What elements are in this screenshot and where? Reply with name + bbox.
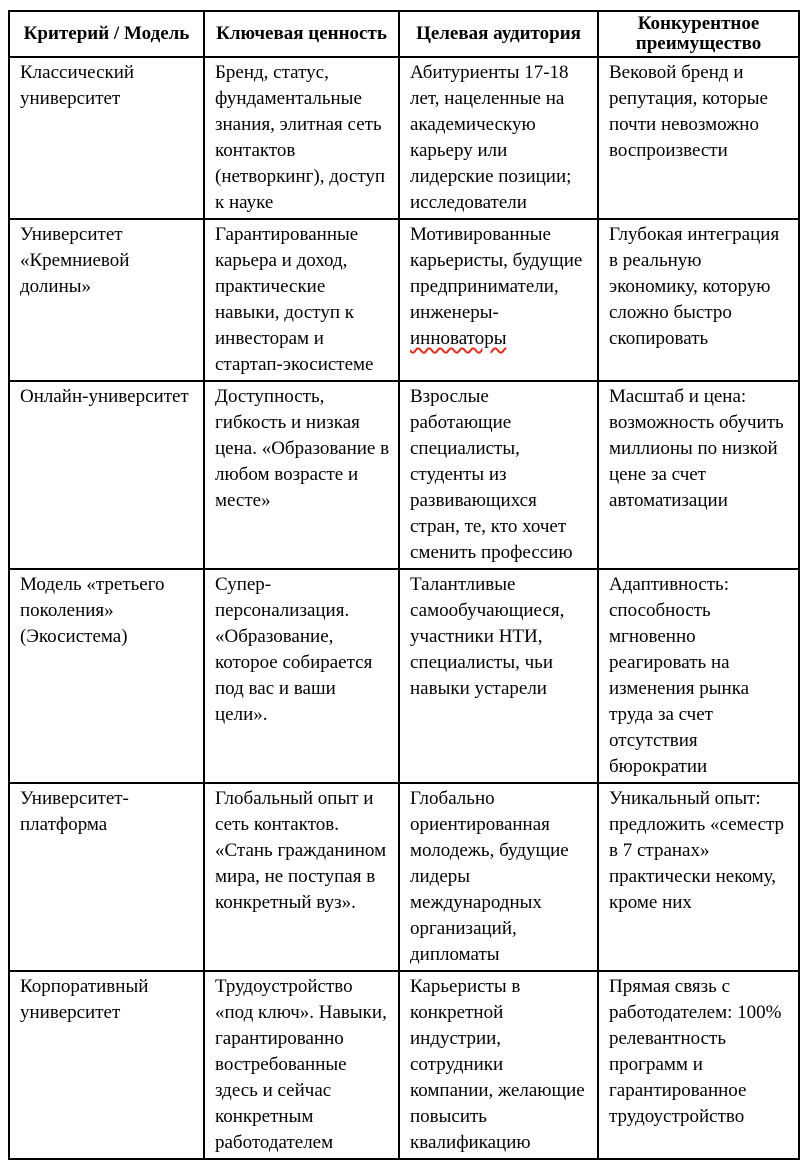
- cell-advantage-third-generation-model: Адаптивность: способность мгновенно реагировать на изменения рынка труда за счет отсутствия бюрократии: [598, 569, 799, 783]
- cell-advantage-online-university: Масштаб и цена: возможность обучить миллионы по низкой цене за счет автоматизации: [598, 381, 799, 569]
- cell-value-silicon-valley-university: Гарантированные карьера и доход, практические навыки, доступ к инвесторам и стартап-экосистеме: [204, 219, 399, 381]
- cell-audience-silicon-valley-university: [399, 219, 598, 381]
- table-row: [9, 569, 799, 783]
- cell-audience-online-university: Взрослые работающие специалисты, студенты из развивающихся стран, те, кто хочет сменить профессию: [399, 381, 598, 569]
- spellcheck-underlined-word: инноваторы: [410, 328, 507, 349]
- header-target-audience: Целевая аудитория: [399, 11, 598, 57]
- cell-value-online-university: Доступность, гибкость и низкая цена. «Образование в любом возрасте и месте»: [204, 381, 399, 569]
- header-key-value: Ключевая ценность: [204, 11, 399, 57]
- table-row: [9, 783, 799, 971]
- table-row: [9, 971, 799, 1159]
- header-competitive-advantage: Конкурентное преимущество: [598, 11, 799, 57]
- cell-advantage-corporate-university: Прямая связь с работодателем: 100% релевантность программ и гарантированное трудоустройство: [598, 971, 799, 1159]
- table-row: [9, 381, 799, 569]
- cell-audience-corporate-university: Карьеристы в конкретной индустрии, сотрудники компании, желающие повысить квалификацию: [399, 971, 598, 1159]
- cell-model-corporate-university: Корпоративный университет: [9, 971, 204, 1159]
- cell-value-third-generation-model: Супер-персонализация. «Образование, которое собирается под вас и ваши цели».: [204, 569, 399, 783]
- cell-model-third-generation-model: Модель «третьего поколения» (Экосистема): [9, 569, 204, 783]
- header-criterion-model: Критерий / Модель: [9, 11, 204, 57]
- table-row: [9, 219, 799, 381]
- cell-advantage-silicon-valley-university: Глубокая интеграция в реальную экономику, которую сложно быстро скопировать: [598, 219, 799, 381]
- cell-model-silicon-valley-university: Университет «Кремниевой долины»: [9, 219, 204, 381]
- cell-model-classical-university: Классический университет: [9, 57, 204, 219]
- audience-text: Мотивированные карьеристы, будущие предприниматели, инженеры-: [410, 224, 583, 323]
- cell-audience-platform-university: Глобально ориентированная молодежь, будущие лидеры международных организаций, дипломаты: [399, 783, 598, 971]
- cell-value-classical-university: Бренд, статус, фундаментальные знания, элитная сеть контактов (нетворкинг), доступ к науке: [204, 57, 399, 219]
- table-header-row: [9, 11, 799, 57]
- cell-model-online-university: Онлайн-университет: [9, 381, 204, 569]
- cell-audience-classical-university: Абитуриенты 17-18 лет, нацеленные на академическую карьеру или лидерские позиции; исследователи: [399, 57, 598, 219]
- university-models-comparison-table: [8, 10, 800, 1160]
- cell-value-corporate-university: Трудоустройство «под ключ». Навыки, гарантированно востребованные здесь и сейчас конкретным работодателем: [204, 971, 399, 1159]
- cell-advantage-platform-university: Уникальный опыт: предложить «семестр в 7 странах» практически некому, кроме них: [598, 783, 799, 971]
- table-row: [9, 57, 799, 219]
- cell-advantage-classical-university: Вековой бренд и репутация, которые почти невозможно воспроизвести: [598, 57, 799, 219]
- cell-model-platform-university: Университет-платформа: [9, 783, 204, 971]
- cell-audience-third-generation-model: Талантливые самообучающиеся, участники НТИ, специалисты, чьи навыки устарели: [399, 569, 598, 783]
- cell-value-platform-university: Глобальный опыт и сеть контактов. «Стань гражданином мира, не поступая в конкретный вуз».: [204, 783, 399, 971]
